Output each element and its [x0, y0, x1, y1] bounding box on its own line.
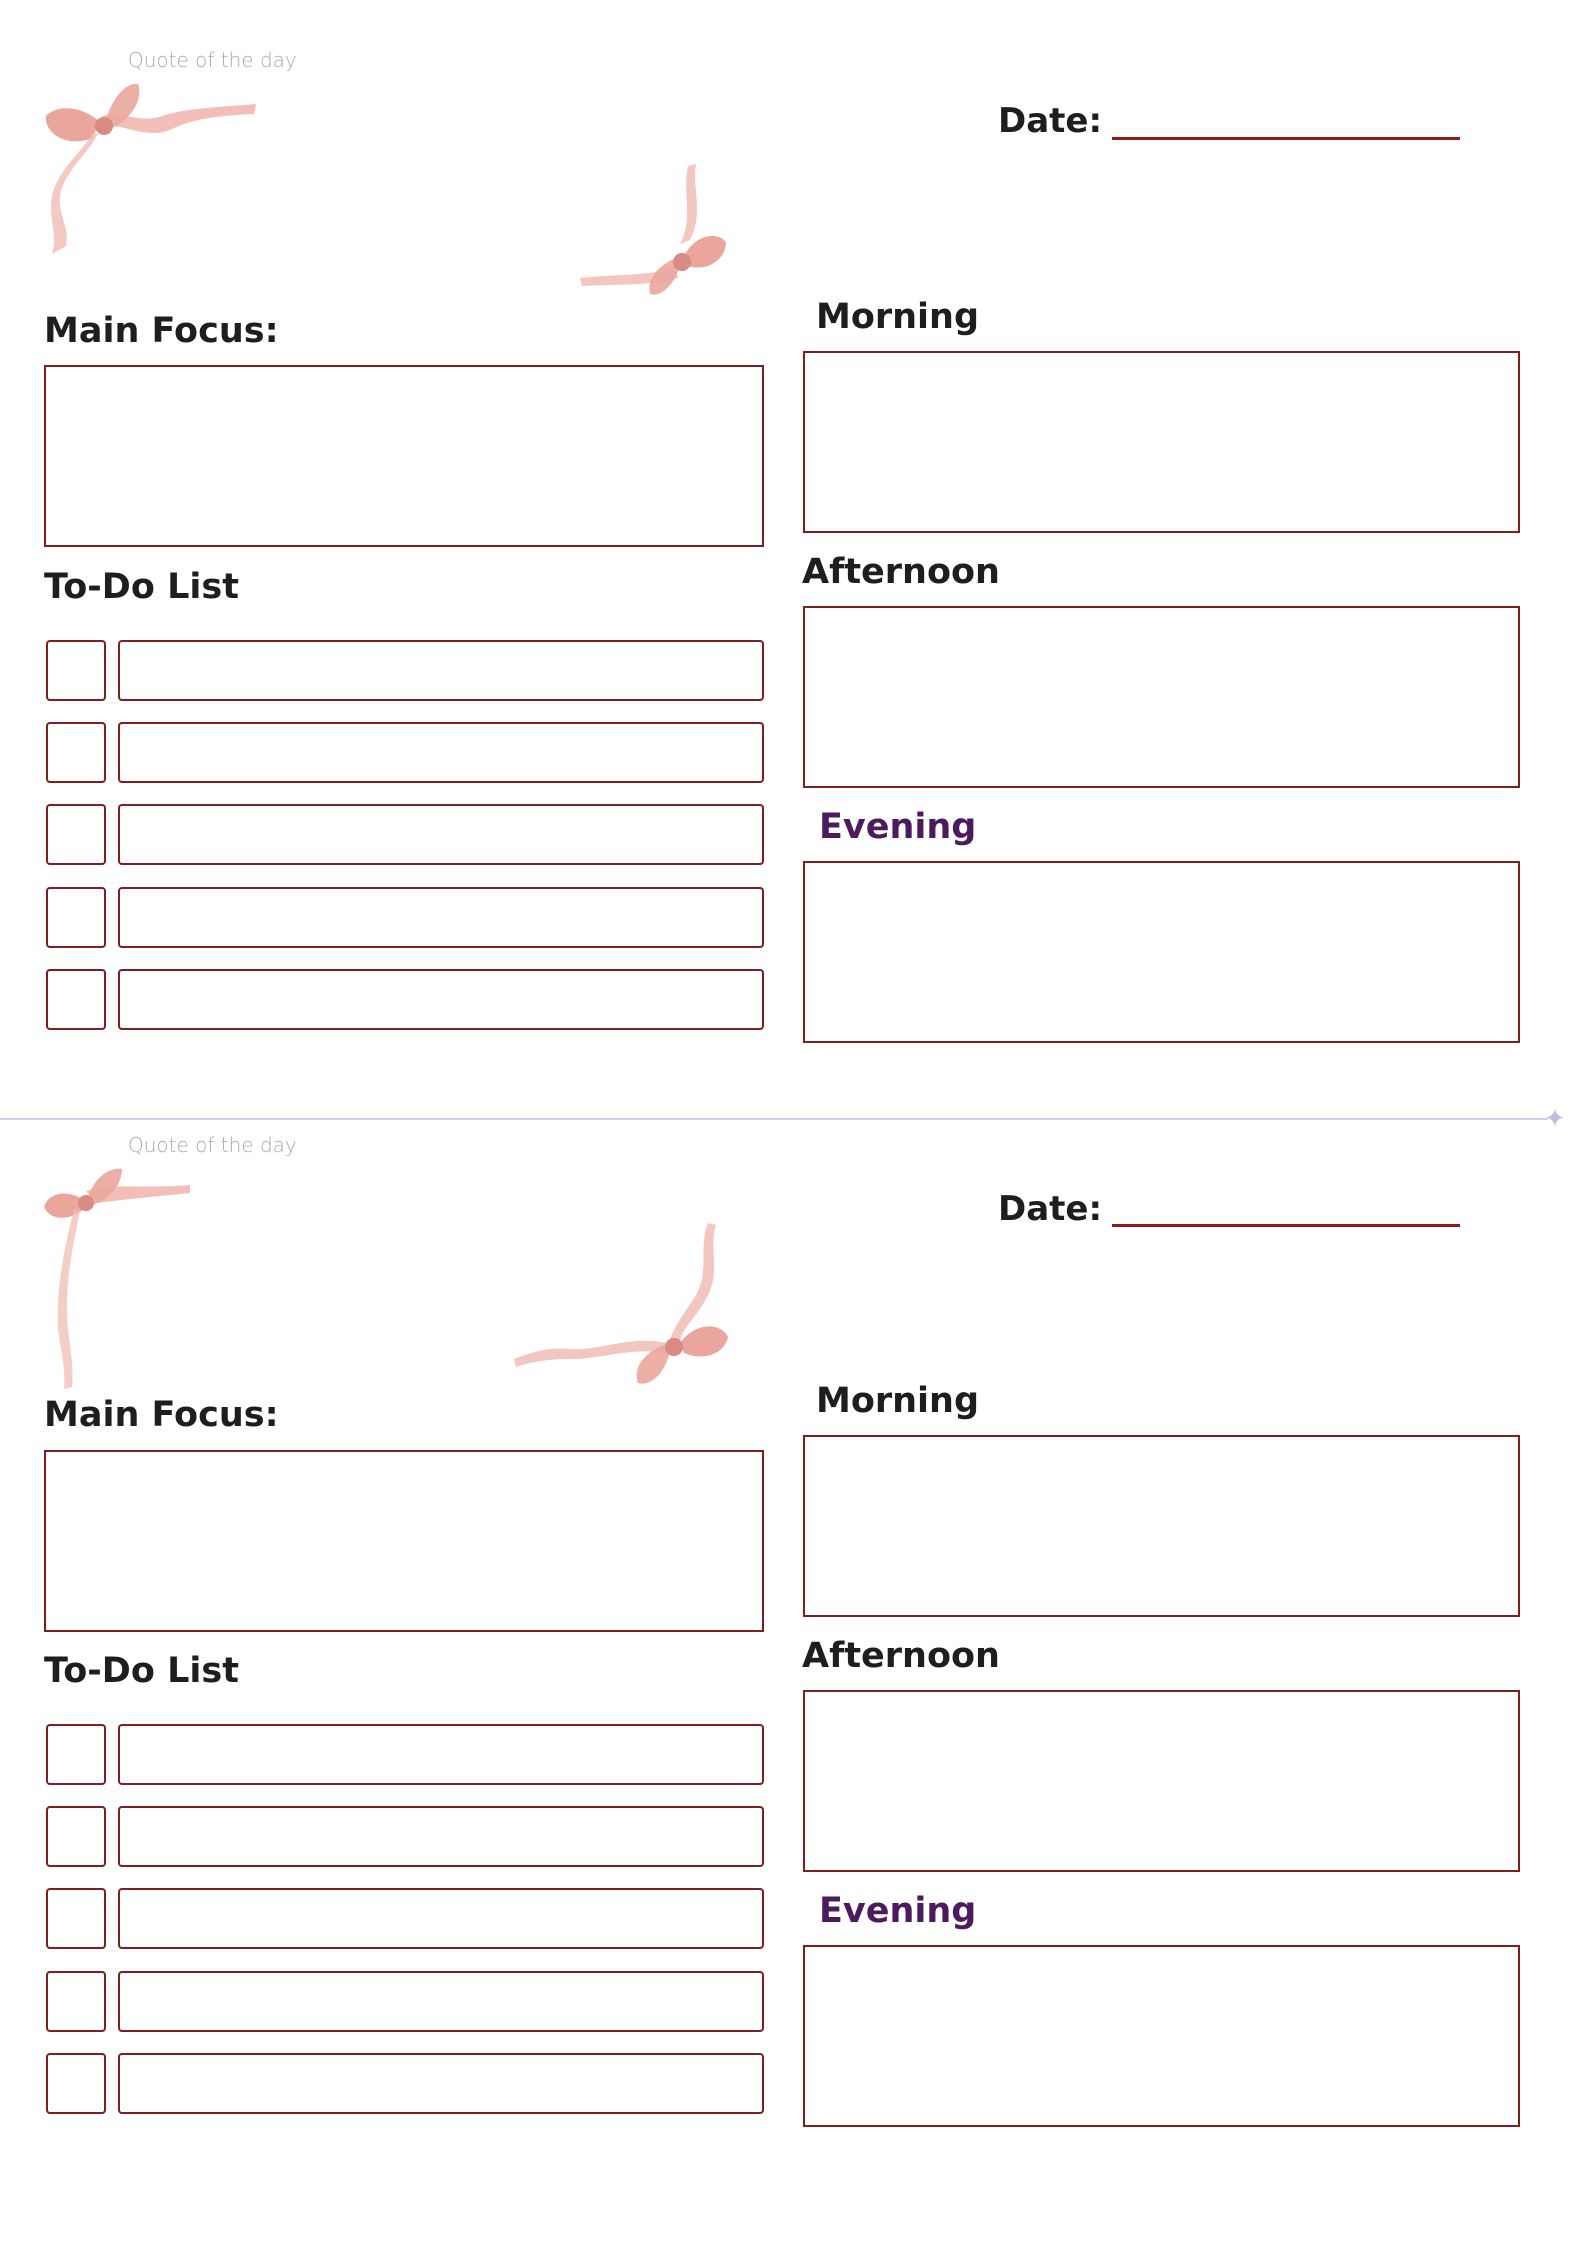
planner-page-top — [0, 0, 1572, 1085]
date-label: Date: — [998, 101, 1103, 141]
afternoon-heading: Afternoon — [802, 552, 1000, 592]
main-focus-box[interactable] — [44, 1450, 764, 1632]
morning-box[interactable] — [803, 351, 1520, 533]
ribbon-bow-icon — [40, 1159, 200, 1399]
date-label: Date: — [998, 1189, 1103, 1229]
evening-heading: Evening — [819, 807, 977, 847]
todo-checkbox[interactable] — [46, 1724, 106, 1785]
afternoon-box[interactable] — [803, 1690, 1520, 1872]
ribbon-bow-icon — [576, 160, 736, 320]
quote-of-the-day-label: Quote of the day — [128, 1133, 297, 1157]
todo-checkbox[interactable] — [46, 2053, 106, 2114]
quote-of-the-day-label: Quote of the day — [128, 48, 297, 72]
todo-checkbox[interactable] — [46, 887, 106, 948]
todo-text-field[interactable] — [118, 1888, 764, 1949]
todo-text-field[interactable] — [118, 1724, 764, 1785]
todo-text-field[interactable] — [118, 2053, 764, 2114]
ribbon-bow-icon — [510, 1219, 740, 1405]
afternoon-box[interactable] — [803, 606, 1520, 788]
morning-heading: Morning — [816, 297, 980, 337]
todo-text-field[interactable] — [118, 640, 764, 701]
sparkle-star-icon: ✦ — [1544, 1103, 1566, 1133]
date-input-line[interactable] — [1112, 137, 1460, 140]
todo-text-field[interactable] — [118, 1806, 764, 1867]
todo-checkbox[interactable] — [46, 722, 106, 783]
todo-text-field[interactable] — [118, 804, 764, 865]
planner-page-bottom — [0, 1085, 1572, 2170]
todo-checkbox[interactable] — [46, 640, 106, 701]
evening-heading: Evening — [819, 1891, 977, 1931]
todo-list-heading: To-Do List — [44, 1651, 239, 1691]
evening-box[interactable] — [803, 1945, 1520, 2127]
date-input-line[interactable] — [1112, 1224, 1460, 1227]
todo-text-field[interactable] — [118, 722, 764, 783]
morning-heading: Morning — [816, 1381, 980, 1421]
afternoon-heading: Afternoon — [802, 1636, 1000, 1676]
todo-text-field[interactable] — [118, 969, 764, 1030]
main-focus-heading: Main Focus: — [44, 311, 279, 351]
todo-text-field[interactable] — [118, 887, 764, 948]
todo-checkbox[interactable] — [46, 1806, 106, 1867]
todo-text-field[interactable] — [118, 1971, 764, 2032]
main-focus-box[interactable] — [44, 365, 764, 547]
todo-list-heading: To-Do List — [44, 567, 239, 607]
morning-box[interactable] — [803, 1435, 1520, 1617]
todo-checkbox[interactable] — [46, 804, 106, 865]
main-focus-heading: Main Focus: — [44, 1395, 279, 1435]
todo-checkbox[interactable] — [46, 969, 106, 1030]
ribbon-bow-icon — [40, 76, 260, 262]
todo-checkbox[interactable] — [46, 1888, 106, 1949]
evening-box[interactable] — [803, 861, 1520, 1043]
todo-checkbox[interactable] — [46, 1971, 106, 2032]
